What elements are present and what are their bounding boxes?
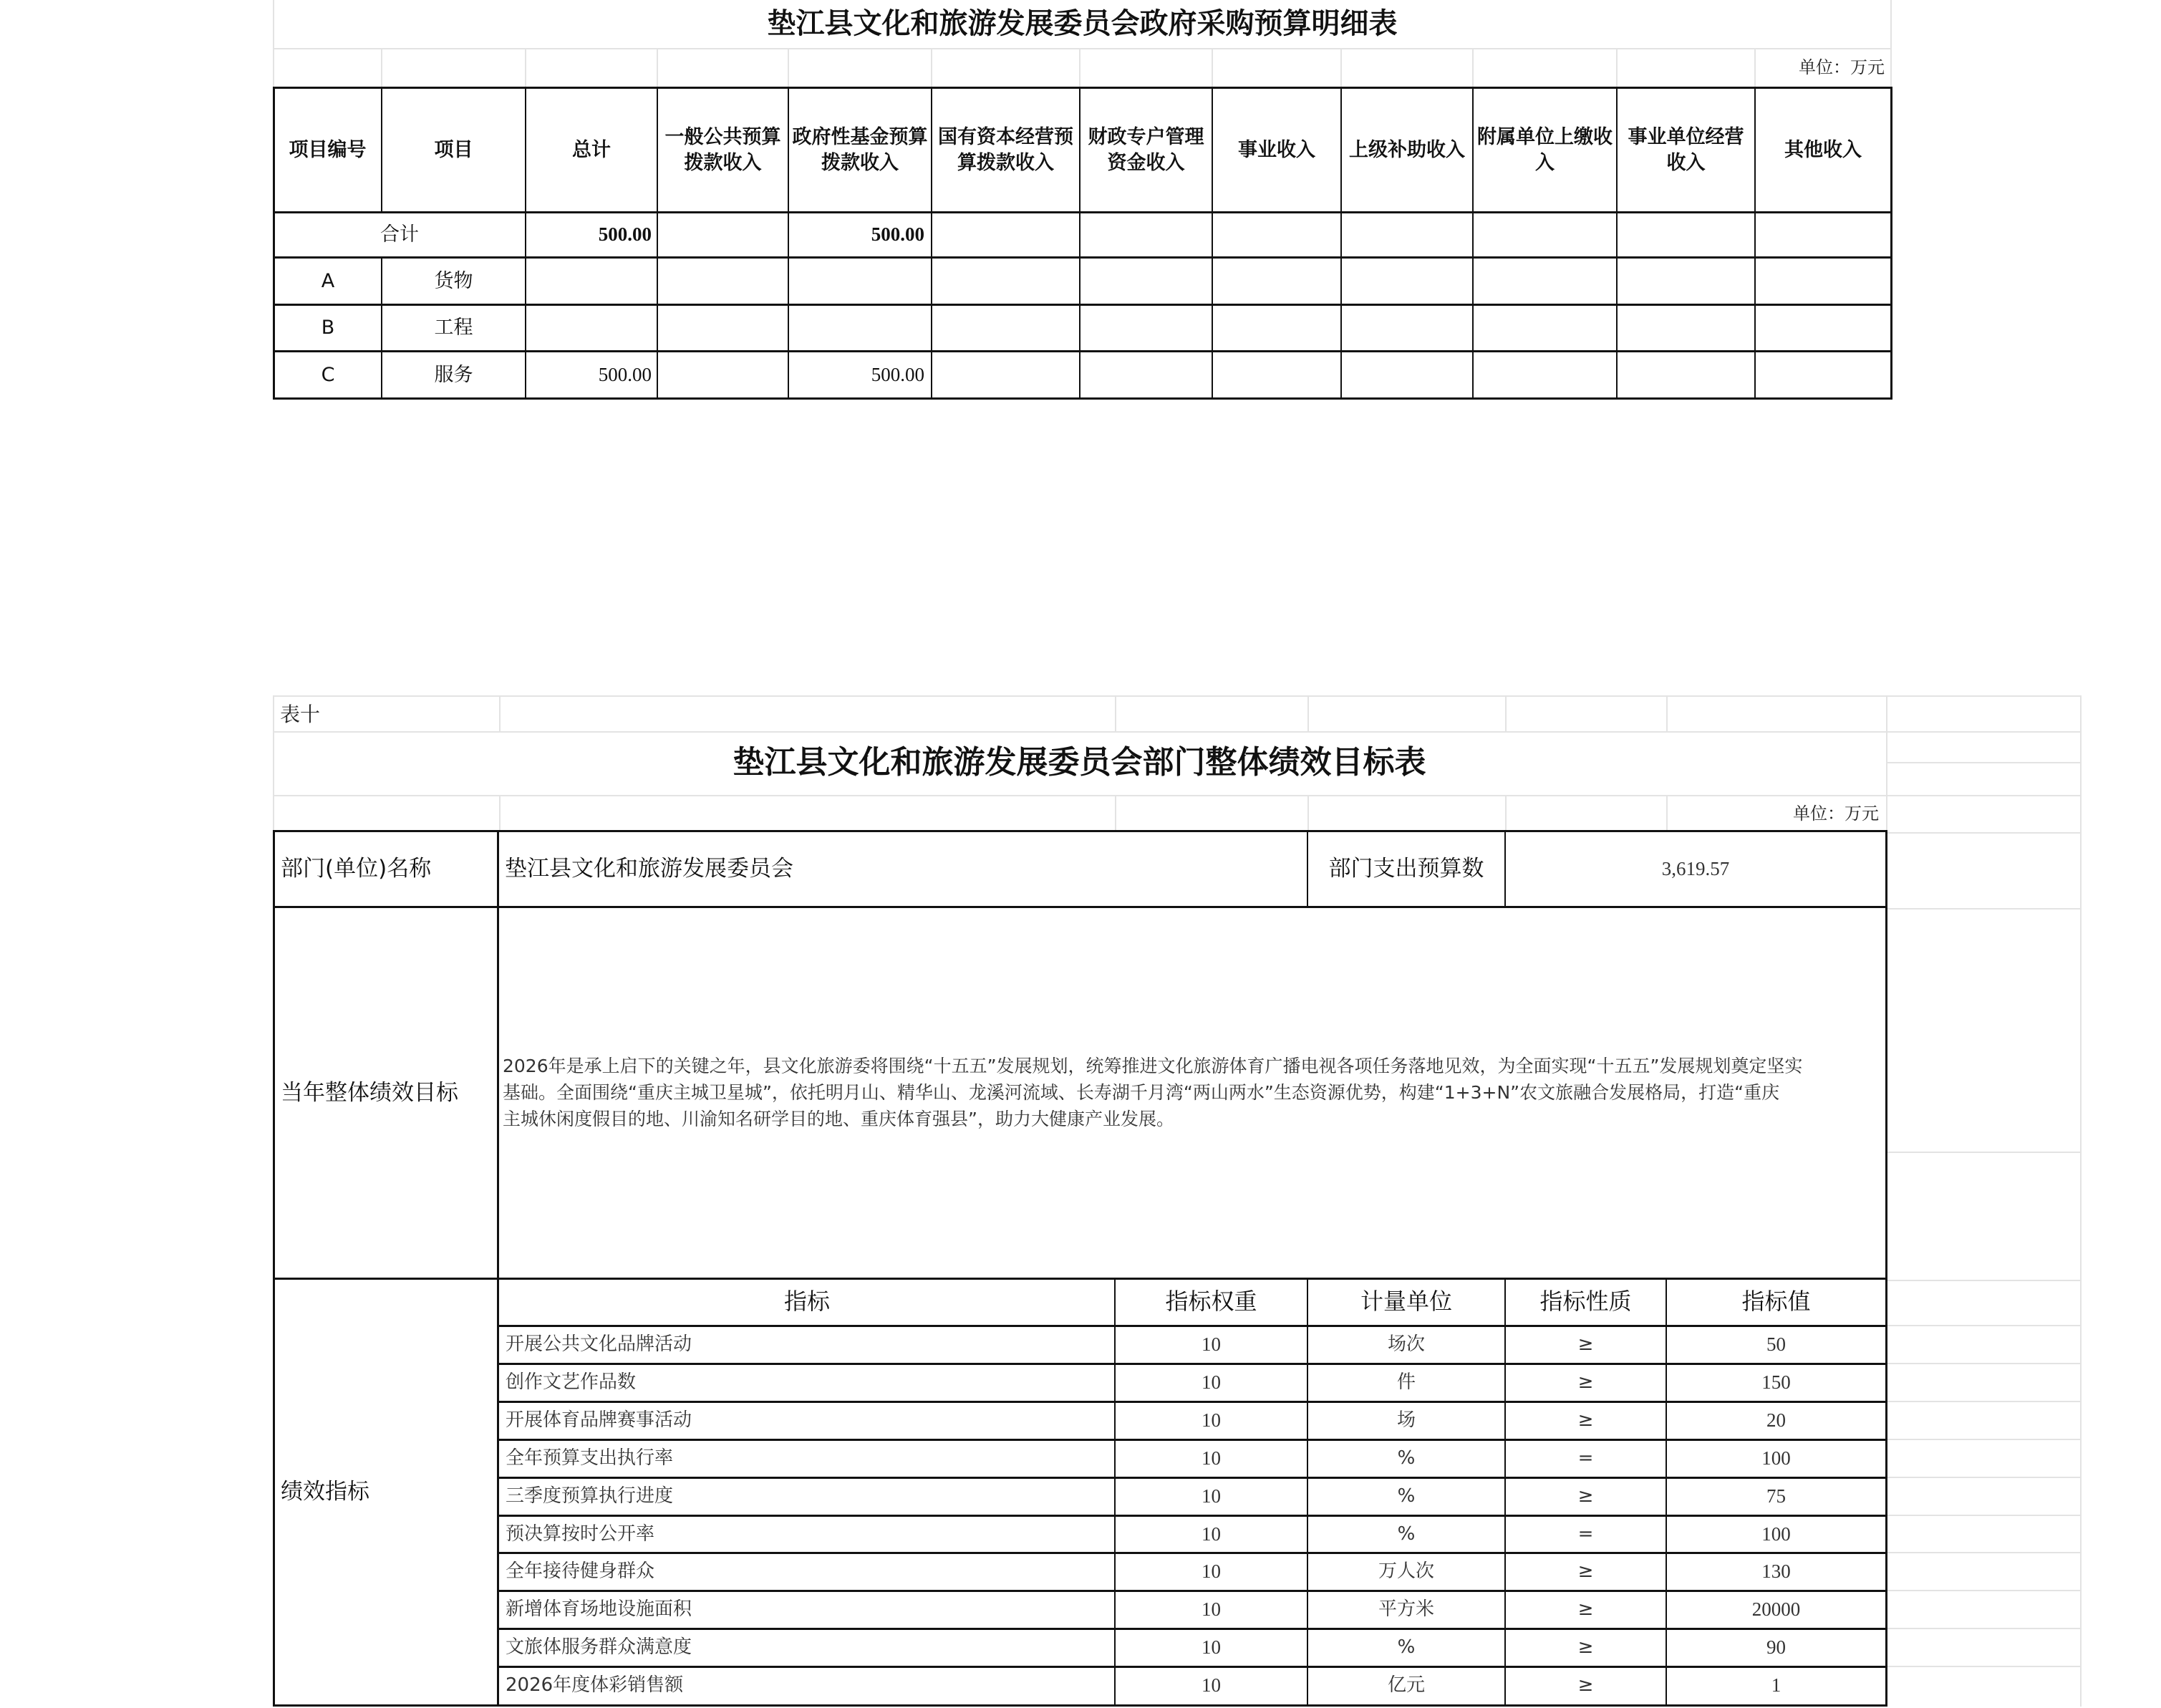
table-tag: 表十: [280, 702, 321, 726]
row-total: [526, 306, 657, 350]
grid-line: [1115, 795, 1116, 832]
dept-label: 部门(单位)名称: [281, 856, 432, 882]
grid-line: [273, 695, 2082, 697]
column-header-line: 收入: [1666, 151, 1706, 174]
row-total: [526, 259, 657, 304]
grid-line: [273, 48, 1892, 49]
column-header: [526, 89, 657, 211]
grid-line: [1887, 1628, 2081, 1629]
goal-line: 2026年是承上启下的关键之年，县文化旅游委将围绕“十五五”发展规划，统筹推进文化旅游体育广播电视各项任务落地见效，为全面实现“十五五”发展规划奠定坚实: [503, 1056, 1803, 1076]
grid-line: [1472, 49, 1474, 87]
row-total: 500.00: [598, 363, 652, 385]
indicator-name: 预决算按时公开率: [506, 1523, 655, 1545]
column-header-line: 附属单位上缴收: [1477, 126, 1613, 149]
grid-line: [1887, 1280, 2081, 1281]
performance-table-title: 垫江县文化和旅游发展委员会部门整体绩效目标表: [733, 744, 1426, 781]
indicator-weight: 10: [1202, 1560, 1221, 1583]
row-gov-fund: 500.00: [871, 363, 924, 385]
grid-line: [1886, 795, 1887, 832]
total-row-label: 合计: [380, 223, 419, 246]
indicator-header: 指标: [783, 1288, 830, 1316]
grid-line: [1887, 1325, 2081, 1326]
indicator-name: 新增体育场地设施面积: [506, 1598, 692, 1621]
indicator-unit: 平方米: [1378, 1598, 1434, 1621]
indicator-nature: ≥: [1577, 1598, 1594, 1621]
column-header: [274, 89, 381, 211]
row-gov-fund: [789, 306, 930, 350]
grid-line: [2080, 795, 2082, 832]
indicator-name: 全年接待健身群众: [506, 1560, 655, 1583]
column-header-line: 国有资本经营预: [938, 126, 1073, 149]
grid-line: [2080, 695, 2082, 731]
row-item: 服务: [434, 363, 473, 386]
indicator-nature: ≥: [1577, 1485, 1594, 1507]
budget-value: 3,619.57: [1661, 857, 1730, 879]
column-header: [1474, 89, 1616, 211]
grid-line: [1887, 1363, 2081, 1364]
indicator-unit: %: [1397, 1447, 1416, 1470]
goal-line: 基础。全面围绕“重庆主城卫星城”，依托明月山、精华山、龙溪河流域、长寿湖千月湾“两山两水”生态资源优势，构建“1+3+N”农文旅融合发展格局，打造“重庆: [503, 1082, 1780, 1103]
indicator-value: 20: [1766, 1409, 1786, 1432]
grid-line: [1307, 795, 1309, 832]
indicator-nature: ≥: [1577, 1674, 1594, 1697]
total-row-gov-fund: 500.00: [871, 223, 924, 246]
indicator-nature: ≥: [1577, 1333, 1594, 1356]
column-header-line: 项目编号: [289, 138, 367, 161]
indicator-unit: %: [1397, 1636, 1416, 1659]
grid-line: [1887, 1590, 2081, 1591]
grid-line: [1079, 49, 1080, 87]
border: [273, 397, 1892, 400]
grid-line: [1886, 695, 1887, 731]
column-header-line: 其他收入: [1784, 138, 1862, 161]
total-row-total: 500.00: [598, 223, 652, 246]
column-header: [1342, 89, 1472, 211]
grid-line: [381, 49, 382, 87]
indicator-value: 20000: [1751, 1598, 1801, 1621]
grid-line: [1212, 49, 1213, 87]
indicator-weight: 10: [1202, 1598, 1221, 1621]
indicator-weight: 10: [1202, 1523, 1221, 1545]
column-header: [789, 89, 931, 211]
indicator-value: 50: [1766, 1333, 1786, 1356]
column-header: [1756, 89, 1890, 211]
grid-line: [1887, 1552, 2081, 1553]
column-header-line: 事业单位经营: [1628, 126, 1744, 149]
grid-line: [1505, 795, 1507, 832]
indicator-nature: ≥: [1577, 1636, 1594, 1659]
goal-text: [503, 1053, 1885, 1132]
grid-line: [1340, 49, 1342, 87]
grid-line: [1890, 49, 1892, 87]
grid-line: [788, 49, 789, 87]
indicator-value: 90: [1766, 1636, 1786, 1659]
column-header-line: 上级补助收入: [1349, 138, 1465, 161]
column-header-line: 算拨款收入: [957, 151, 1054, 174]
row-gov-fund: [789, 259, 930, 304]
indicator-weight: 10: [1202, 1371, 1221, 1394]
indicator-value: 100: [1761, 1523, 1791, 1545]
column-header: [658, 89, 788, 211]
performance-unit-label: 单位：万元: [1793, 804, 1879, 824]
procurement-table-title: 垫江县文化和旅游发展委员会政府采购预算明细表: [767, 6, 1398, 40]
indicator-weight: 10: [1202, 1636, 1221, 1659]
grid-line: [2080, 731, 2082, 796]
indicator-nature: =: [1577, 1447, 1594, 1470]
grid-line: [1887, 1477, 2081, 1478]
border: [1890, 87, 1892, 399]
indicator-nature: ≥: [1577, 1409, 1594, 1432]
column-header: [382, 89, 525, 211]
indicator-value: 100: [1761, 1447, 1791, 1470]
indicator-name: 创作文艺作品数: [506, 1371, 637, 1394]
grid-line: [499, 795, 501, 832]
indicator-name: 全年预算支出执行率: [506, 1447, 674, 1470]
grid-line: [931, 49, 932, 87]
grid-line: [1886, 731, 1887, 796]
indicator-header: 计量单位: [1360, 1288, 1452, 1316]
indicator-unit: 万人次: [1378, 1560, 1434, 1583]
indicator-header: 指标权重: [1165, 1288, 1257, 1316]
goal-line: 主城休闲度假目的地、川渝知名研学目的地、重庆体育强县”，助力大健康产业发展。: [503, 1109, 1174, 1129]
grid-line: [1887, 832, 2081, 834]
grid-line: [1616, 49, 1618, 87]
row-item: 工程: [434, 317, 473, 339]
column-header-line: 事业收入: [1238, 138, 1315, 161]
indicator-value: 75: [1766, 1485, 1786, 1507]
indicator-unit: 亿元: [1387, 1674, 1425, 1697]
column-header: [1213, 89, 1340, 211]
grid-line: [273, 49, 274, 87]
indicator-unit: 件: [1396, 1371, 1416, 1394]
indicator-weight: 10: [1202, 1333, 1221, 1356]
goal-label: 当年整体绩效目标: [281, 1079, 458, 1106]
row-code: C: [321, 363, 335, 386]
column-header-line: 政府性基金预算: [792, 126, 928, 149]
row-item: 货物: [434, 269, 473, 292]
grid-line: [499, 695, 501, 731]
indicator-header: 指标性质: [1539, 1288, 1632, 1316]
row-code: B: [321, 317, 335, 339]
indicator-value: 150: [1761, 1371, 1791, 1394]
grid-line: [1307, 695, 1309, 731]
column-header: [932, 89, 1079, 211]
indicator-value: 130: [1761, 1560, 1791, 1583]
column-header-line: 一般公共预算: [664, 126, 781, 149]
indicator-label: 绩效指标: [281, 1479, 369, 1505]
grid-line: [1115, 695, 1116, 731]
grid-line: [1666, 795, 1668, 832]
column-header: [1080, 89, 1212, 211]
grid-line: [2080, 832, 2082, 1707]
dept-name: 垫江县文化和旅游发展委员会: [505, 856, 793, 882]
border: [273, 1704, 1887, 1707]
grid-line: [1887, 1152, 2081, 1153]
indicator-unit: %: [1397, 1485, 1416, 1507]
grid-line: [1505, 695, 1507, 731]
indicator-weight: 10: [1202, 1447, 1221, 1470]
indicator-unit: %: [1397, 1523, 1416, 1545]
grid-line: [657, 49, 658, 87]
indicator-name: 2026年度体彩销售额: [506, 1674, 684, 1697]
grid-line: [1666, 695, 1668, 731]
indicator-weight: 10: [1202, 1674, 1221, 1697]
indicator-value: 1: [1771, 1674, 1782, 1697]
grid-line: [1886, 762, 2081, 763]
indicator-name: 开展公共文化品牌活动: [506, 1333, 692, 1356]
indicator-nature: ≥: [1577, 1560, 1594, 1583]
border: [497, 830, 499, 1707]
indicator-unit: 场: [1396, 1409, 1416, 1432]
column-header: [1618, 89, 1754, 211]
grid-line: [273, 795, 274, 832]
grid-line: [525, 49, 526, 87]
indicator-nature: ≥: [1577, 1371, 1594, 1394]
column-header-line: 资金收入: [1107, 151, 1185, 174]
indicator-name: 三季度预算执行进度: [506, 1485, 674, 1507]
indicator-weight: 10: [1202, 1409, 1221, 1432]
budget-label: 部门支出预算数: [1328, 856, 1484, 882]
column-header-line: 项目: [434, 138, 473, 161]
border: [1885, 830, 1887, 1707]
row-code: A: [321, 269, 335, 292]
indicator-name: 文旅体服务群众满意度: [506, 1636, 692, 1659]
column-header-line: 财政专户管理: [1088, 126, 1204, 149]
column-header-line: 拨款收入: [821, 151, 899, 174]
indicator-header: 指标值: [1741, 1288, 1811, 1316]
grid-line: [1887, 1439, 2081, 1440]
indicator-weight: 10: [1202, 1485, 1221, 1507]
indicator-name: 开展体育品牌赛事活动: [506, 1409, 692, 1432]
column-header-line: 入: [1535, 151, 1555, 174]
column-header-line: 总计: [572, 138, 611, 161]
grid-line: [1887, 1666, 2081, 1667]
border: [273, 906, 1887, 908]
indicator-nature: =: [1577, 1523, 1594, 1545]
grid-line: [1887, 1515, 2081, 1516]
grid-line: [1887, 1401, 2081, 1402]
column-header-line: 拨款收入: [684, 151, 762, 174]
procurement-unit-label: 单位：万元: [1799, 57, 1885, 78]
indicator-unit: 场次: [1387, 1333, 1425, 1356]
grid-line: [1887, 908, 2081, 910]
